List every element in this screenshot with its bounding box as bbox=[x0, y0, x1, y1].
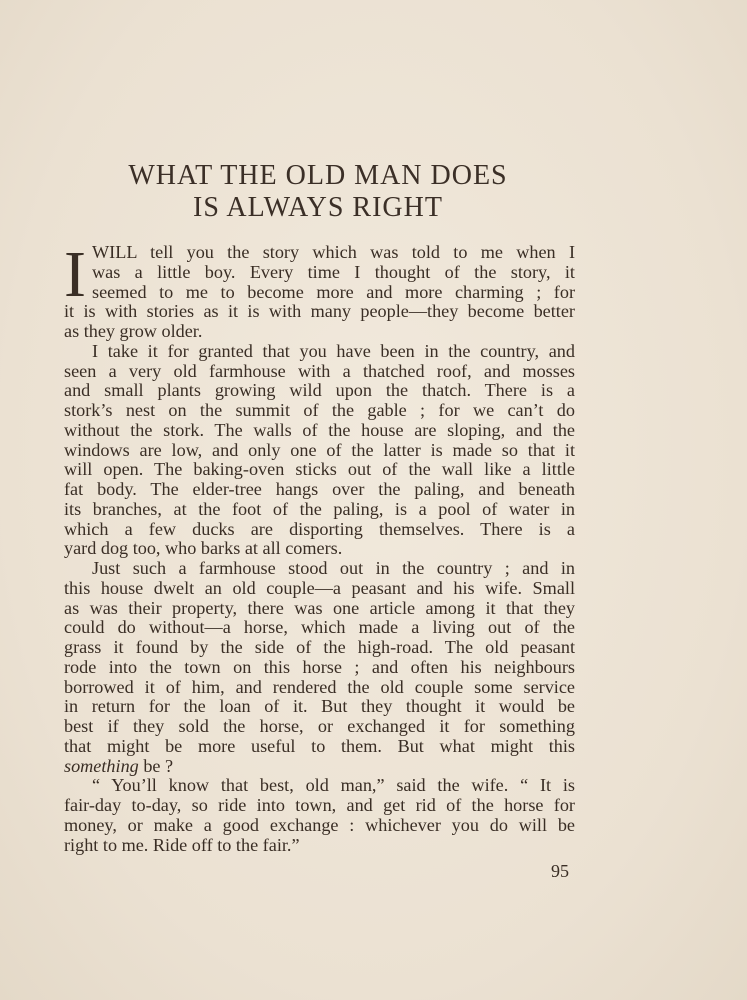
chapter-title-line-1: WHAT THE OLD MAN DOES bbox=[128, 160, 508, 191]
text-line: fat body. The elder-tree hangs over the paling, and beneath bbox=[64, 479, 575, 499]
page-number: 95 bbox=[551, 861, 569, 881]
text-line: could do without—a horse, which made a living out of the bbox=[64, 617, 575, 638]
text-line: best if they sold the horse, or exchanged it for something bbox=[64, 716, 575, 736]
text-line: as was their property, there was one article among it that they bbox=[64, 597, 575, 618]
chapter-title bbox=[0, 160, 636, 224]
text-line: was a little boy. Every time I thought of the story, it bbox=[92, 261, 575, 282]
text-line: yard dog too, who barks at all comers. bbox=[64, 538, 343, 559]
text-line: as they grow older. bbox=[64, 321, 203, 341]
text-line: rode into the town on this horse ; and often his neighbours bbox=[64, 656, 575, 677]
chapter-title-line-2: IS ALWAYS RIGHT bbox=[193, 192, 443, 223]
italic-word: something bbox=[64, 755, 139, 776]
text-line: fair-day to-day, so ride into town, and get rid of the horse for bbox=[64, 795, 575, 815]
text-line: its branches, at the foot of the paling, is a pool of water in bbox=[64, 498, 575, 519]
text-line: will open. The baking-oven sticks out of the wall like a little bbox=[64, 459, 575, 480]
text-line: borrowed it of him, and rendered the old couple some service bbox=[64, 676, 575, 697]
text-line: stork’s nest on the summit of the gable ; for we can’t do bbox=[64, 400, 575, 420]
text-line: windows are low, and only one of the latter is made so that it bbox=[64, 439, 575, 460]
text-line: grass it found by the side of the high-road. The old peasant bbox=[64, 637, 575, 657]
text-line: “ You’ll know that best, old man,” said the wife. “ It is bbox=[92, 775, 575, 796]
text-line: which a few ducks are disporting themselves. There is a bbox=[64, 518, 575, 539]
text-line: WILL tell you the story which was told to me when I bbox=[92, 242, 575, 262]
text-line: without the stork. The walls of the house are sloping, and the bbox=[64, 419, 575, 440]
text-line: Just such a farmhouse stood out in the country ; and in bbox=[92, 558, 575, 578]
text-line: and small plants growing wild upon the thatch. There is a bbox=[64, 380, 575, 401]
text-line-with-italic bbox=[64, 757, 575, 777]
body-text bbox=[64, 238, 575, 855]
text-line: seemed to me to become more and more charming ; for bbox=[92, 281, 575, 302]
text-line: right to me. Ride off to the fair.” bbox=[64, 834, 300, 855]
text-line: seen a very old farmhouse with a thatched roof, and mosses bbox=[64, 360, 575, 381]
text-line: I take it for granted that you have been in the country, and bbox=[92, 340, 575, 361]
text-line-tail: be ? bbox=[143, 755, 174, 776]
drop-cap: I bbox=[64, 238, 86, 311]
text-line: money, or make a good exchange : whichever you do will be bbox=[64, 814, 575, 835]
text-line: it is with stories as it is with many people—they become better bbox=[64, 301, 575, 322]
text-line: this house dwelt an old couple—a peasant and his wife. Small bbox=[64, 577, 575, 598]
text-line: in return for the loan of it. But they thought it would be bbox=[64, 696, 575, 717]
text-line: that might be more useful to them. But what might this bbox=[64, 735, 575, 756]
